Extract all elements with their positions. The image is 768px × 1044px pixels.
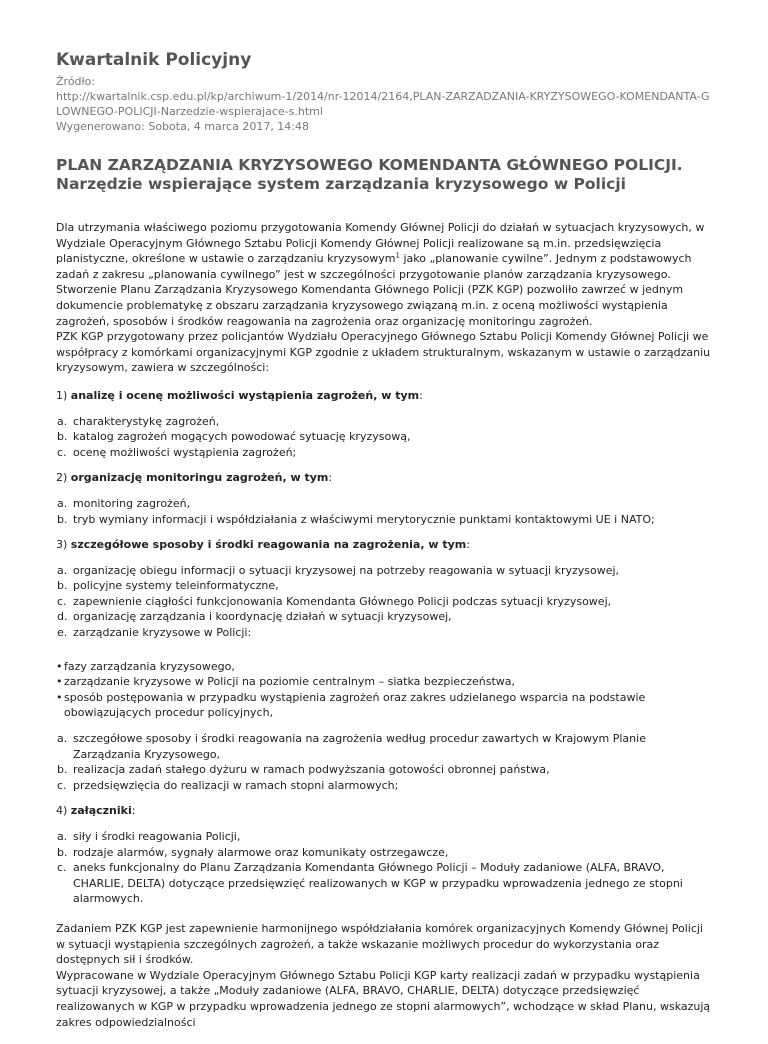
list-marker: c.: [57, 445, 67, 459]
list-marker: a.: [57, 563, 68, 577]
source-label: Źródło:: [56, 75, 96, 88]
section-heading-bold: organizację monitoringu zagrożeń, w tym: [70, 471, 329, 485]
intro-p1-text-cont: jako „planowanie cywilne”. Jednym z podstawowych zadań z zakresu „planowania cywilnego” jest w szczególności przygotowanie planów zarządzania kryzysowego.: [56, 252, 692, 281]
list-item: [56, 778, 712, 794]
list-marker: b.: [57, 430, 68, 444]
heading-colon: :: [328, 471, 333, 485]
document-meta: [56, 74, 712, 134]
list-item: [56, 625, 712, 641]
list-item: [56, 609, 712, 625]
list-item-text: monitoring zagrożeń,: [73, 496, 191, 510]
footnote-ref: 1: [395, 251, 400, 260]
list-item: [56, 496, 712, 512]
section-2-list: [56, 496, 712, 527]
intro-p1-text: Dla utrzymania właściwego poziomu przygotowania Komendy Głównej Policji do działań w sytuacjach kryzysowych, w Wydziale Operacyjnym Głównego Sztabu Policji Komendy Głównej Policji realizowane są m.in. przedsięwzięcia planistyczne, określone w ustawie o zarządzaniu kryzysowym: [56, 221, 705, 266]
section-2-heading: [56, 470, 712, 486]
section-1-list: [56, 414, 712, 461]
bullet-item: [56, 674, 712, 690]
generated-date: Wygenerowano: Sobota, 4 marca 2017, 14:48: [56, 120, 310, 133]
list-marker: d.: [57, 610, 68, 624]
heading-colon: :: [131, 804, 136, 818]
bullet-item-text: zarządzanie kryzysowe w Policji na poziomie centralnym – siatka bezpieczeństwa,: [64, 675, 516, 689]
bullet-item: [56, 690, 712, 721]
list-marker: b.: [57, 763, 68, 777]
list-item-text: organizację obiegu informacji o sytuacji kryzysowej na potrzeby reagowania w sytuacji kryzysowej,: [73, 563, 620, 577]
list-item-text: siły i środki reagowania Policji,: [73, 830, 241, 843]
list-item-text: charakterystykę zagrożeń,: [73, 414, 220, 428]
intro-paragraph-3: PZK KGP przygotowany przez policjantów Wydziału Operacyjnego Głównego Sztabu Policji Komendy Głównej Policji we współpracy z komórkami organizacyjnymi KGP zgodnie z układem strukturalnym, wskazanym w ustawie o zarządzaniu kryzysowym, zawiera w szczególności:: [56, 330, 711, 375]
list-marker: c.: [57, 778, 67, 792]
section-number: 4): [56, 804, 68, 818]
section-number: 3): [56, 538, 68, 552]
closing-block: [56, 921, 712, 1030]
list-item: [56, 845, 712, 861]
bullet-item-text: fazy zarządzania kryzysowego,: [64, 659, 235, 673]
list-item: [56, 762, 712, 778]
list-marker: b.: [57, 512, 68, 526]
bullet-marker: •: [56, 659, 63, 673]
list-marker: a.: [57, 830, 68, 843]
list-marker: b.: [57, 845, 68, 859]
list-item-text: szczegółowe sposoby i środki reagowania na zagrożenia według procedur zawartych w Krajowym Planie Zarządzania Kryzysowego,: [73, 732, 646, 761]
document-page: [0, 50, 768, 1030]
bullet-item: [56, 659, 712, 675]
section-3-heading: [56, 537, 712, 553]
list-item: [56, 578, 712, 594]
list-item-text: ocenę możliwości wystąpienia zagrożeń;: [73, 445, 297, 459]
list-item-text: zapewnienie ciągłości funkcjonowania Komendanta Głównego Policji podczas sytuacji kryzysowej,: [73, 594, 612, 608]
list-item-text: katalog zagrożeń mogących powodować sytuację kryzysową,: [73, 430, 411, 444]
closing-paragraph-1: Zadaniem PZK KGP jest zapewnienie harmonijnego współdziałania komórek organizacyjnych Komendy Głównej Policji w sytuacji wystąpienia szczególnych zagrożeń, a także wskazanie możliwych procedur do wykorzystania oraz dostępnych sił i środków.: [56, 921, 703, 967]
source-url: http://kwartalnik.csp.edu.pl/kp/archiwum-1/2014/nr-12014/2164,PLAN-ZARZADZANIA-KRYZYSOWEGO-KOMENDANTA-GLOWNEGO-POLICJI-Narzedzie-wspierajace-s.html: [56, 90, 710, 118]
article-title: PLAN ZARZĄDZANIA KRYZYSOWEGO KOMENDANTA GŁÓWNEGO POLICJI. Narzędzie wspierające system zarządzania kryzysowego w Policji: [56, 156, 683, 193]
list-marker: e.: [57, 626, 68, 640]
list-item-text: aneks funkcjonalny do Planu Zarządzania Komendanta Głównego Policji – Moduły zadaniowe (ALFA, BRAVO, CHARLIE, DELTA) dotyczące przedsięwzięć realizowanych w KGP w przypadku wprowadzenia jednego ze stopni alarmowych.: [73, 861, 683, 906]
section-number: 2): [56, 471, 68, 485]
section-4-heading: [56, 803, 712, 819]
heading-colon: :: [466, 538, 470, 552]
list-item-text: realizacja zadań stałego dyżuru w ramach podwyższania gotowości obronnej państwa,: [73, 763, 550, 777]
list-marker: a.: [57, 496, 68, 510]
intro-paragraph-2: Stworzenie Planu Zarządzania Kryzysowego Komendanta Głównego Policji (PZK KGP) pozwoliło zawrzeć w jednym dokumencie problematykę z obszaru zarządzania kryzysowego związaną m.in. z oceną możliwości wystąpienia zagrożeń, sposobów i środków reagowania na zagrożenia oraz organizację monitoringu zagrożeń.: [56, 283, 684, 328]
bullet-marker: •: [56, 690, 63, 704]
section-4-list: [56, 829, 712, 907]
list-marker: a.: [57, 732, 68, 746]
closing-paragraph-2: Wypracowane w Wydziale Operacyjnym Głównego Sztabu Policji KGP karty realizacji zadań w przypadku wystąpienia sytuacji kryzysowej, a także „Moduły zadaniowe (ALFA, BRAVO, CHARLIE, DELTA) dotyczące przedsięwzięć realizowanych w KGP w przypadku wprowadzenia jednego ze stopni alarmowych”, wchodzące w skład Planu, wskazują zakres odpowiedzialności: [56, 968, 711, 1029]
list-item: [56, 860, 712, 907]
bullet-item-text: sposób postępowania w przypadku wystąpienia zagrożeń oraz zakres udzielanego wsparcia na podstawie obowiązujących procedur policyjnych,: [64, 690, 646, 720]
section-number: 1): [56, 388, 68, 402]
list-marker: b.: [57, 579, 68, 593]
bullet-marker: •: [56, 675, 63, 689]
intro-paragraph-1: [56, 220, 712, 282]
list-item-text: przedsięwzięcia do realizacji w ramach stopni alarmowych;: [73, 778, 399, 792]
list-item: [56, 563, 712, 579]
list-item-text: rodzaje alarmów, sygnały alarmowe oraz komunikaty ostrzegawcze,: [73, 845, 449, 859]
list-item: [56, 731, 712, 762]
list-item-text: zarządzanie kryzysowe w Policji:: [73, 626, 252, 640]
intro-block: [56, 220, 712, 376]
list-item: [56, 512, 712, 528]
list-item: [56, 829, 712, 845]
heading-colon: :: [419, 388, 423, 402]
section-1-heading: [56, 388, 712, 404]
list-item: [56, 445, 712, 461]
list-item-text: policyjne systemy teleinformatyczne,: [73, 579, 279, 593]
section-heading-bold: analizę i ocenę możliwości wystąpienia zagrożeń, w tym: [70, 388, 420, 402]
section-heading-bold: szczegółowe sposoby i środki reagowania na zagrożenia, w tym: [70, 538, 467, 552]
list-item-text: tryb wymiany informacji i współdziałania z właściwymi merytorycznie punktami kontaktowymi UE i NATO;: [73, 512, 655, 526]
section-heading-bold: załączniki: [70, 804, 132, 818]
list-item: [56, 429, 712, 445]
section-3-list-continued: [56, 731, 712, 793]
list-item: [56, 594, 712, 610]
section-3-bullet-list: [56, 659, 712, 721]
list-item: [56, 414, 712, 430]
section-3-list: [56, 563, 712, 641]
site-title: Kwartalnik Policyjny: [56, 50, 252, 70]
list-marker: a.: [57, 414, 68, 428]
list-marker: c.: [57, 594, 67, 608]
list-marker: c.: [57, 861, 67, 875]
list-item-text: organizację zarządzania i koordynację działań w sytuacji kryzysowej,: [73, 610, 452, 624]
